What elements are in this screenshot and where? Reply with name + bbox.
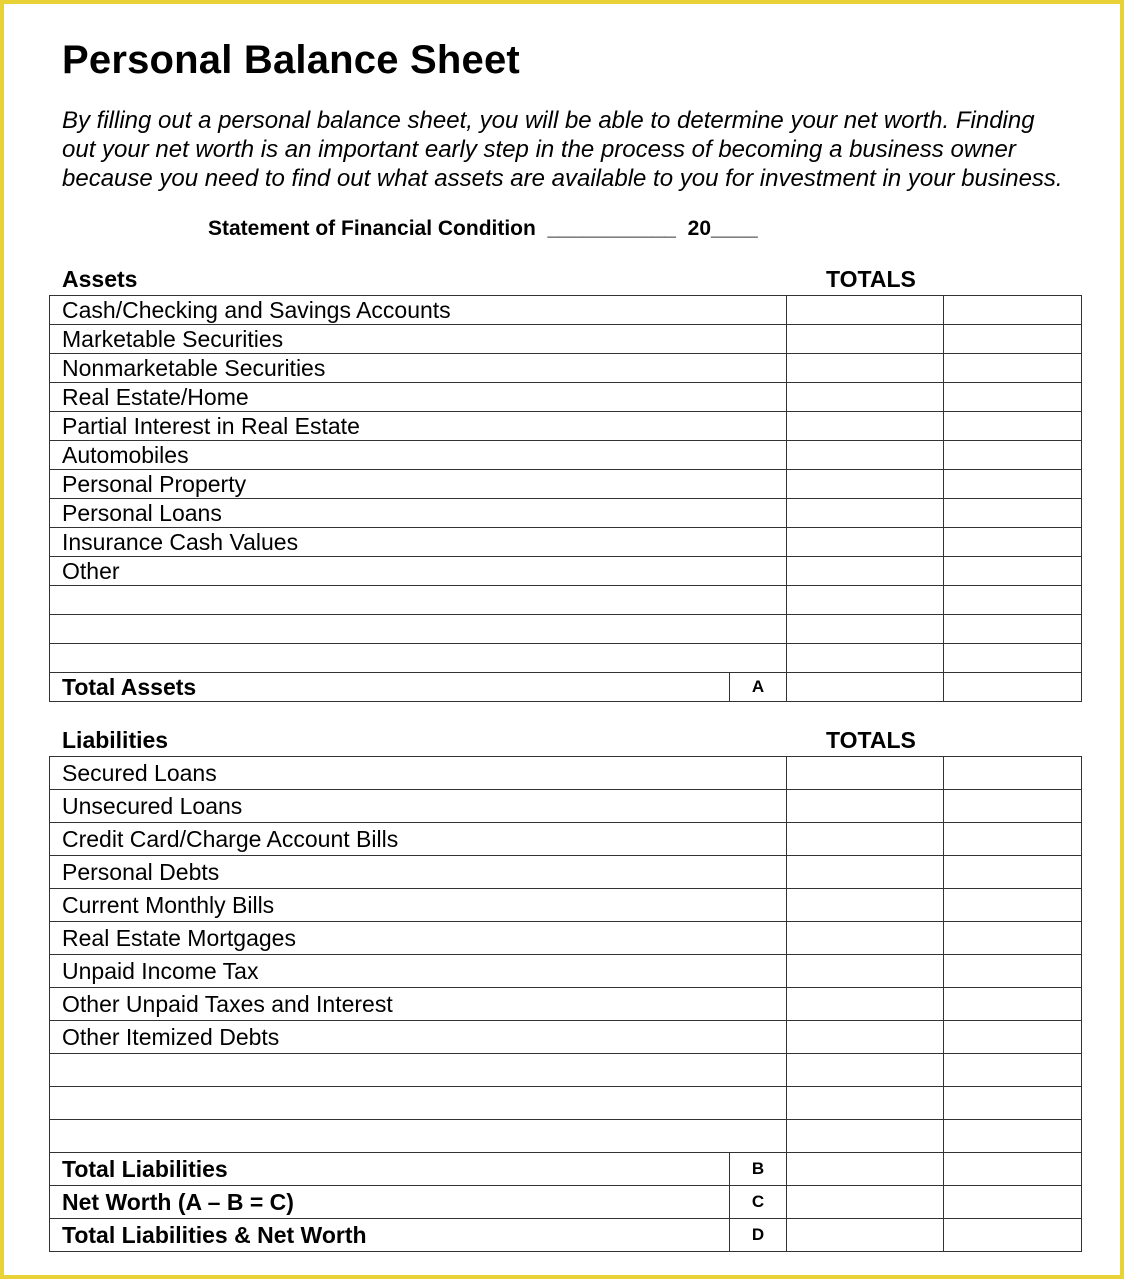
- amount-cell[interactable]: [787, 790, 944, 823]
- amount-cell[interactable]: [787, 757, 944, 790]
- row-label: Current Monthly Bills: [50, 889, 787, 922]
- total-cell[interactable]: [944, 354, 1082, 383]
- amount-cell[interactable]: [787, 856, 944, 889]
- table-row: [50, 470, 1082, 499]
- total-cell[interactable]: [944, 1186, 1082, 1219]
- table-row: [50, 823, 1082, 856]
- row-label: [50, 615, 787, 644]
- total-cell[interactable]: [944, 528, 1082, 557]
- table-row: [50, 1120, 1082, 1153]
- total-code: C: [730, 1186, 787, 1219]
- table-row: [50, 557, 1082, 586]
- table-row: [50, 325, 1082, 354]
- total-cell[interactable]: [944, 1153, 1082, 1186]
- table-row: [50, 856, 1082, 889]
- amount-cell[interactable]: [787, 955, 944, 988]
- total-cell[interactable]: [944, 1120, 1082, 1153]
- amount-cell[interactable]: [787, 673, 944, 702]
- total-cell[interactable]: [944, 325, 1082, 354]
- row-label: [50, 644, 787, 673]
- intro-line: By filling out a personal balance sheet, you will be able to determine your net worth. Finding: [62, 107, 1035, 134]
- total-cell[interactable]: [944, 441, 1082, 470]
- amount-cell[interactable]: [787, 1021, 944, 1054]
- table-row: [50, 441, 1082, 470]
- total-row: [50, 1219, 1082, 1252]
- row-label: Secured Loans: [50, 757, 787, 790]
- amount-cell[interactable]: [787, 354, 944, 383]
- table-row: [50, 1021, 1082, 1054]
- table-row: [50, 412, 1082, 441]
- total-label: Total Liabilities & Net Worth: [50, 1219, 730, 1252]
- total-row: [50, 1186, 1082, 1219]
- total-cell[interactable]: [944, 412, 1082, 441]
- total-cell[interactable]: [944, 889, 1082, 922]
- row-label: Automobiles: [50, 441, 787, 470]
- liabilities-table: [49, 756, 1082, 1252]
- amount-cell[interactable]: [787, 528, 944, 557]
- liabilities-totals-heading: TOTALS: [826, 727, 916, 753]
- row-label: Personal Debts: [50, 856, 787, 889]
- table-row: [50, 354, 1082, 383]
- row-label: Real Estate/Home: [50, 383, 787, 412]
- amount-cell[interactable]: [787, 557, 944, 586]
- row-label: Other Unpaid Taxes and Interest: [50, 988, 787, 1021]
- table-row: [50, 383, 1082, 412]
- row-label: Personal Loans: [50, 499, 787, 528]
- row-label: Nonmarketable Securities: [50, 354, 787, 383]
- amount-cell[interactable]: [787, 586, 944, 615]
- amount-cell[interactable]: [787, 1219, 944, 1252]
- total-cell[interactable]: [944, 557, 1082, 586]
- amount-cell[interactable]: [787, 412, 944, 441]
- total-cell[interactable]: [944, 757, 1082, 790]
- row-label: Credit Card/Charge Account Bills: [50, 823, 787, 856]
- row-label: Other: [50, 557, 787, 586]
- row-label: Cash/Checking and Savings Accounts: [50, 296, 787, 325]
- total-cell[interactable]: [944, 1087, 1082, 1120]
- table-row: [50, 757, 1082, 790]
- amount-cell[interactable]: [787, 499, 944, 528]
- page-title: Personal Balance Sheet: [62, 38, 520, 82]
- total-cell[interactable]: [944, 586, 1082, 615]
- amount-cell[interactable]: [787, 383, 944, 412]
- table-row: [50, 528, 1082, 557]
- total-cell[interactable]: [944, 383, 1082, 412]
- table-row: [50, 615, 1082, 644]
- row-label: [50, 1054, 787, 1087]
- amount-cell[interactable]: [787, 1120, 944, 1153]
- total-code: B: [730, 1153, 787, 1186]
- row-label: Other Itemized Debts: [50, 1021, 787, 1054]
- row-label: Personal Property: [50, 470, 787, 499]
- amount-cell[interactable]: [787, 889, 944, 922]
- row-label: [50, 586, 787, 615]
- total-code: D: [730, 1219, 787, 1252]
- amount-cell[interactable]: [787, 470, 944, 499]
- total-cell[interactable]: [944, 1219, 1082, 1252]
- total-cell[interactable]: [944, 790, 1082, 823]
- table-row: [50, 790, 1082, 823]
- total-cell[interactable]: [944, 823, 1082, 856]
- total-cell[interactable]: [944, 988, 1082, 1021]
- total-label: Total Assets: [50, 673, 730, 702]
- total-cell[interactable]: [944, 856, 1082, 889]
- intro-paragraph: [62, 106, 1102, 193]
- table-row: [50, 644, 1082, 673]
- total-cell[interactable]: [944, 955, 1082, 988]
- total-cell[interactable]: [944, 1054, 1082, 1087]
- table-row: [50, 296, 1082, 325]
- table-row: [50, 955, 1082, 988]
- intro-line: out your net worth is an important early step in the process of becoming a business owner: [62, 136, 1016, 163]
- amount-cell[interactable]: [787, 988, 944, 1021]
- assets-table: [49, 295, 1082, 702]
- total-cell[interactable]: [944, 673, 1082, 702]
- total-cell[interactable]: [944, 922, 1082, 955]
- total-cell[interactable]: [944, 615, 1082, 644]
- total-label: Total Liabilities: [50, 1153, 730, 1186]
- total-cell[interactable]: [944, 499, 1082, 528]
- table-row: [50, 922, 1082, 955]
- amount-cell[interactable]: [787, 823, 944, 856]
- row-label: [50, 1120, 787, 1153]
- amount-cell[interactable]: [787, 325, 944, 354]
- amount-cell[interactable]: [787, 1186, 944, 1219]
- row-label: Partial Interest in Real Estate: [50, 412, 787, 441]
- row-label: Unpaid Income Tax: [50, 955, 787, 988]
- amount-cell[interactable]: [787, 441, 944, 470]
- amount-cell[interactable]: [787, 644, 944, 673]
- total-cell[interactable]: [944, 1021, 1082, 1054]
- total-code: A: [730, 673, 787, 702]
- amount-cell[interactable]: [787, 615, 944, 644]
- row-label: Insurance Cash Values: [50, 528, 787, 557]
- amount-cell[interactable]: [787, 296, 944, 325]
- amount-cell[interactable]: [787, 1054, 944, 1087]
- total-cell[interactable]: [944, 470, 1082, 499]
- intro-line: because you need to find out what assets are available to you for investment in your business.: [62, 165, 1063, 192]
- total-cell[interactable]: [944, 296, 1082, 325]
- table-row: [50, 988, 1082, 1021]
- row-label: [50, 1087, 787, 1120]
- amount-cell[interactable]: [787, 1087, 944, 1120]
- statement-line: Statement of Financial Condition ___________ 20____: [208, 217, 758, 240]
- total-row: [50, 1153, 1082, 1186]
- total-cell[interactable]: [944, 644, 1082, 673]
- table-row: [50, 1087, 1082, 1120]
- total-row: [50, 673, 1082, 702]
- table-row: [50, 889, 1082, 922]
- total-label: Net Worth (A – B = C): [50, 1186, 730, 1219]
- amount-cell[interactable]: [787, 1153, 944, 1186]
- liabilities-heading: Liabilities: [62, 727, 169, 753]
- assets-totals-heading: TOTALS: [826, 266, 916, 292]
- assets-heading: Assets: [62, 266, 138, 292]
- row-label: Unsecured Loans: [50, 790, 787, 823]
- table-row: [50, 586, 1082, 615]
- amount-cell[interactable]: [787, 922, 944, 955]
- row-label: Real Estate Mortgages: [50, 922, 787, 955]
- table-row: [50, 1054, 1082, 1087]
- row-label: Marketable Securities: [50, 325, 787, 354]
- table-row: [50, 499, 1082, 528]
